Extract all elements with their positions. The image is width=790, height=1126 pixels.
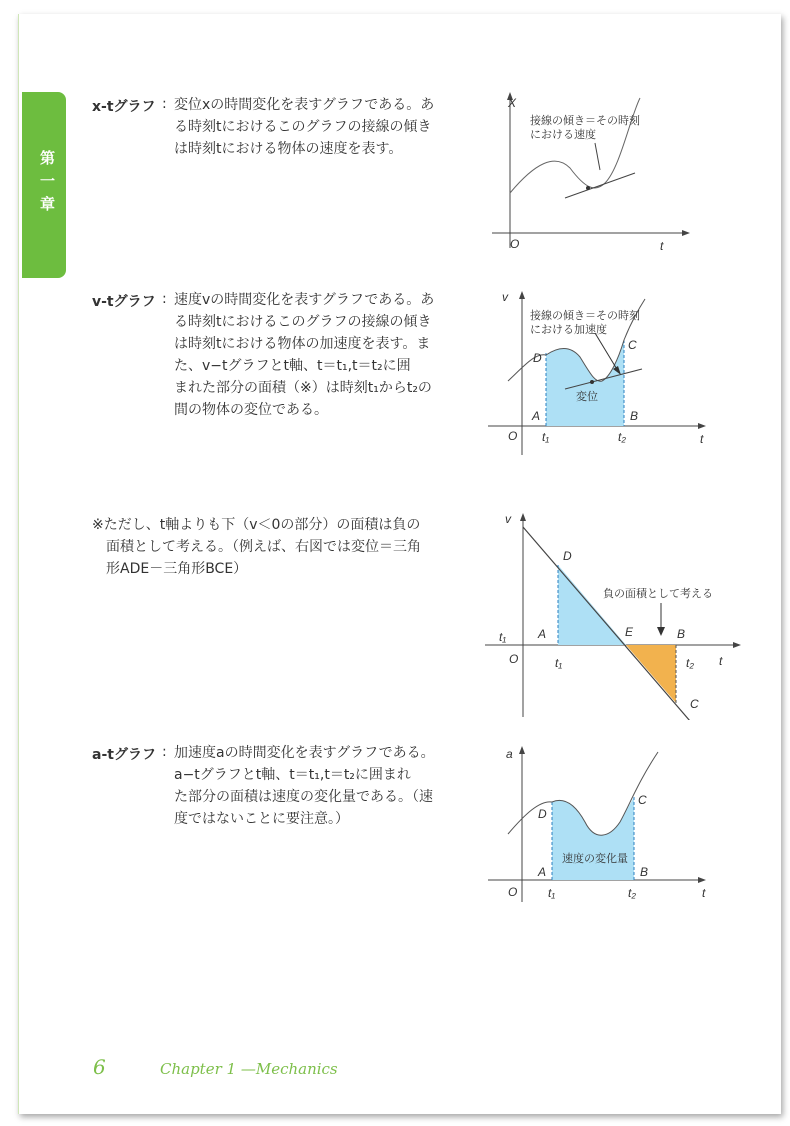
negative-area-graph: [485, 505, 745, 720]
at-area-label: 速度の変化量: [562, 853, 628, 865]
at-term: a-tグラフ: [92, 747, 156, 763]
vt-x-label: t: [700, 432, 704, 446]
neg-y-label: v: [505, 512, 511, 526]
vt-colon: :: [162, 291, 167, 307]
page-number: 6: [93, 1055, 106, 1079]
at-x-label: t: [702, 886, 706, 900]
xt-description: 変位xの時間変化を表すグラフである。あ る時刻tにおけるこのグラフの接線の傾き は時刻tにおける物体の速度を表す。: [174, 97, 435, 157]
at-point-a: A: [538, 865, 547, 879]
at-point-c: C: [638, 793, 647, 807]
neg-x-label: t: [719, 654, 723, 668]
at-point-d: D: [538, 807, 547, 821]
vt-point-a: A: [532, 409, 541, 423]
at-description: 加速度aの時間変化を表すグラフである。 a−tグラフとt軸、t＝t₁,t＝t₂に囲まれ た部分の面積は速度の変化量である。（速 度ではないことに要注意。）: [174, 745, 435, 827]
vt-point-b: B: [630, 409, 639, 423]
at-graph: [480, 742, 720, 907]
xt-y-label: X: [508, 96, 517, 110]
xt-x-label: t: [660, 239, 664, 253]
vt-y-label: v: [502, 290, 508, 304]
neg-area-label: 負の面積として考える: [603, 588, 713, 600]
at-y-label: a: [506, 747, 513, 761]
vt-point-c: C: [628, 338, 637, 352]
neg-origin: O: [509, 652, 519, 666]
vt-area-label: 変位: [576, 391, 598, 403]
neg-point-d: D: [563, 549, 572, 563]
vt-t2: t₂: [618, 430, 626, 444]
vt-callout-line2: における加速度: [530, 324, 607, 336]
vt-term: v-tグラフ: [92, 294, 156, 310]
neg-t2: t₂: [686, 656, 694, 670]
neg-t1: t₁: [555, 656, 563, 670]
xt-callout-line1: 接線の傾き＝その時刻: [530, 115, 640, 127]
vt-description: 速度vの時間変化を表すグラフである。あ る時刻tにおけるこのグラフの接線の傾き は時刻tにおける物体の加速度を表す。ま た、v−tグラフとt軸、t＝t₁,t＝t₂に囲 まれた部分の面積（※）は時刻t₁からt₂の 間の物体の変位である。: [174, 292, 435, 418]
neg-t1-left: t₁: [499, 630, 507, 644]
at-t1: t₁: [548, 886, 556, 900]
neg-point-a: A: [538, 627, 547, 641]
xt-origin: O: [510, 237, 520, 251]
neg-point-b: B: [677, 627, 686, 641]
neg-point-c: C: [690, 697, 699, 711]
vt-graph: [480, 285, 720, 460]
chapter-tab: 第一章: [22, 92, 66, 278]
vt-point-d: D: [533, 351, 542, 365]
vt-origin: O: [508, 429, 518, 443]
at-origin: O: [508, 885, 518, 899]
chapter-footer: Chapter 1 —Mechanics: [160, 1060, 338, 1078]
xt-colon: :: [162, 96, 167, 112]
at-point-b: B: [640, 865, 649, 879]
negative-area-note: ※ただし、t軸よりも下（v＜0の部分）の面積は負の 面積として考える。（例えば、右図では変位＝三角 形ADE－三角形BCE）: [92, 517, 421, 577]
xt-term: x-tグラフ: [92, 99, 156, 115]
vt-t1: t₁: [542, 430, 550, 444]
at-colon: :: [162, 744, 167, 760]
at-t2: t₂: [628, 886, 636, 900]
xt-callout-line2: における速度: [530, 129, 596, 141]
neg-point-e: E: [625, 625, 634, 639]
xt-graph: [480, 88, 700, 258]
vt-callout-line1: 接線の傾き＝その時刻: [530, 310, 640, 322]
